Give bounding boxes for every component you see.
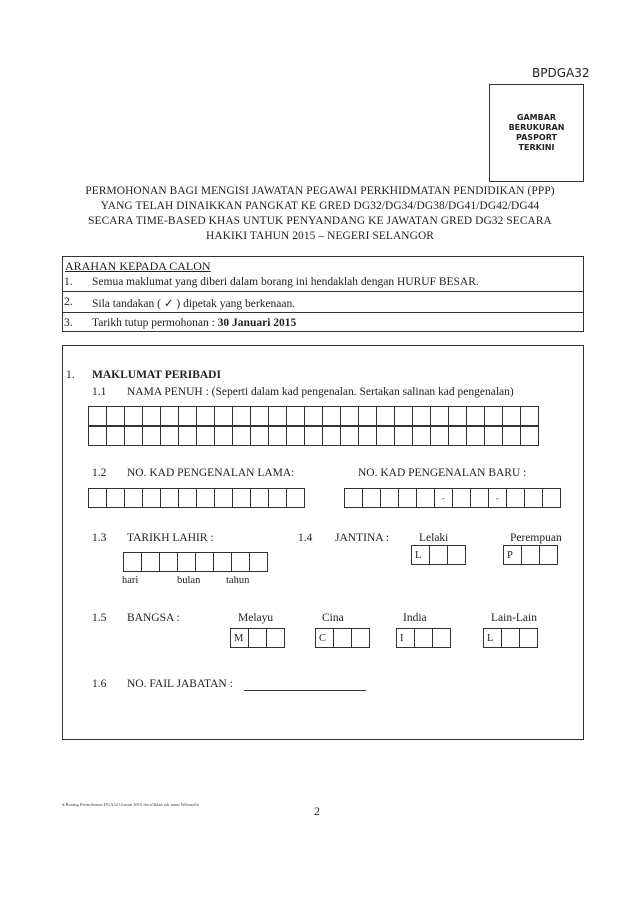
race-chinese-label: Cina	[322, 612, 344, 624]
input-cell[interactable]	[380, 488, 399, 508]
input-cell[interactable]	[394, 406, 413, 426]
checkbox-code: I	[396, 628, 415, 648]
input-cell[interactable]	[214, 488, 233, 508]
input-cell[interactable]	[232, 488, 251, 508]
input-cell[interactable]	[452, 488, 471, 508]
q-number: 1.6	[92, 678, 107, 690]
input-cell[interactable]	[358, 406, 377, 426]
title-line-1: PERMOHONAN BAGI MENGISI JAWATAN PEGAWAI PERKHIDMATAN PENDIDIKAN (PPP)	[85, 185, 555, 197]
page-number: 2	[314, 804, 320, 818]
input-cell[interactable]	[304, 426, 323, 446]
input-cell[interactable]	[124, 426, 143, 446]
closing-date-label: Tarikh tutup permohonan :	[92, 317, 218, 329]
input-cell[interactable]	[322, 406, 341, 426]
input-cell[interactable]	[286, 426, 305, 446]
input-cell[interactable]	[362, 488, 381, 508]
race-other-checkbox[interactable]	[484, 628, 538, 648]
input-cell[interactable]	[160, 406, 179, 426]
checkbox-cell[interactable]	[432, 628, 451, 648]
input-cell[interactable]	[250, 426, 269, 446]
input-cell[interactable]	[506, 488, 525, 508]
input-cell[interactable]	[322, 426, 341, 446]
input-cell[interactable]	[466, 406, 485, 426]
input-cell[interactable]	[160, 488, 179, 508]
input-cell[interactable]	[448, 406, 467, 426]
new-ic-input[interactable]	[345, 488, 561, 508]
input-cell[interactable]	[159, 552, 178, 572]
input-cell[interactable]	[430, 406, 449, 426]
race-malay-checkbox[interactable]	[231, 628, 285, 648]
input-cell[interactable]	[106, 426, 125, 446]
closing-date: 30 Januari 2015	[217, 317, 297, 329]
divider	[62, 291, 584, 292]
input-cell[interactable]	[214, 406, 233, 426]
checkbox-cell[interactable]	[248, 628, 267, 648]
divider	[62, 312, 584, 313]
checkbox-cell[interactable]	[521, 545, 540, 565]
checkbox-cell[interactable]	[333, 628, 352, 648]
dept-file-label: NO. FAIL JABATAN :	[127, 678, 233, 690]
checkbox-cell[interactable]	[351, 628, 370, 648]
input-cell[interactable]	[213, 552, 232, 572]
input-cell[interactable]	[502, 426, 521, 446]
input-cell[interactable]	[214, 426, 233, 446]
checkbox-cell[interactable]	[539, 545, 558, 565]
dob-label: TARIKH LAHIR :	[127, 532, 214, 544]
input-cell[interactable]	[88, 426, 107, 446]
input-cell[interactable]	[232, 406, 251, 426]
form-code: BPDGA32	[532, 66, 590, 80]
input-cell[interactable]	[394, 426, 413, 446]
input-cell[interactable]	[466, 426, 485, 446]
input-cell[interactable]	[231, 552, 250, 572]
checkbox-cell[interactable]	[447, 545, 466, 565]
title-line-4: HAKIKI TAHUN 2015 – NEGERI SELANGOR	[206, 230, 434, 242]
input-cell[interactable]	[430, 426, 449, 446]
input-cell[interactable]	[376, 406, 395, 426]
q-number: 1.3	[92, 532, 107, 544]
input-cell[interactable]	[358, 426, 377, 446]
input-cell[interactable]	[524, 488, 543, 508]
ic-separator: -	[488, 488, 507, 508]
input-cell[interactable]	[268, 426, 287, 446]
input-cell[interactable]	[124, 488, 143, 508]
dob-input[interactable]	[124, 552, 268, 572]
full-name-row-1[interactable]	[89, 406, 539, 426]
photo-line-2: BERUKURAN	[508, 123, 565, 132]
input-cell[interactable]	[124, 406, 143, 426]
gender-female-label: Perempuan	[510, 532, 562, 544]
instructions-heading: ARAHAN KEPADA CALON	[65, 259, 211, 273]
checkbox-cell[interactable]	[429, 545, 448, 565]
old-ic-label: NO. KAD PENGENALAN LAMA:	[127, 467, 295, 479]
input-cell[interactable]	[376, 426, 395, 446]
input-cell[interactable]	[142, 426, 161, 446]
input-cell[interactable]	[286, 406, 305, 426]
input-cell[interactable]	[484, 426, 503, 446]
old-ic-input[interactable]	[89, 488, 305, 508]
input-cell[interactable]	[178, 488, 197, 508]
input-cell[interactable]	[250, 406, 269, 426]
input-cell[interactable]	[412, 406, 431, 426]
passport-photo-box	[489, 84, 584, 182]
checkbox-cell[interactable]	[519, 628, 538, 648]
input-cell[interactable]	[196, 488, 215, 508]
input-cell[interactable]	[177, 552, 196, 572]
footer-file-path: d:Borang Permohonan DGA32 Urusan 2015.docx\Iklan ssk tamn Webradi/a	[62, 802, 200, 807]
checkbox-cell[interactable]	[414, 628, 433, 648]
input-cell[interactable]	[344, 488, 363, 508]
dept-file-input[interactable]	[244, 690, 366, 691]
checkbox-code: L	[483, 628, 502, 648]
input-cell[interactable]	[412, 426, 431, 446]
q-number: 1.2	[92, 467, 107, 479]
gender-male-label: Lelaki	[419, 532, 449, 544]
dob-day-label: hari	[122, 575, 139, 586]
input-cell[interactable]	[416, 488, 435, 508]
input-cell[interactable]	[196, 406, 215, 426]
instruction-text	[92, 317, 296, 329]
section-heading: MAKLUMAT PERIBADI	[92, 369, 221, 381]
gender-female-checkbox[interactable]	[504, 545, 558, 565]
checkbox-code: M	[230, 628, 249, 648]
title-line-2: YANG TELAH DINAIKKAN PANGKAT KE GRED DG32/DG34/DG38/DG41/DG42/DG44	[100, 200, 540, 212]
race-indian-label: India	[403, 612, 427, 624]
input-cell[interactable]	[196, 426, 215, 446]
photo-line-3: PASPORT	[515, 133, 557, 142]
input-cell[interactable]	[142, 488, 161, 508]
dob-month-label: bulan	[177, 575, 201, 586]
input-cell[interactable]	[250, 488, 269, 508]
input-cell[interactable]	[142, 406, 161, 426]
input-cell[interactable]	[304, 406, 323, 426]
input-cell[interactable]	[249, 552, 268, 572]
input-cell[interactable]	[123, 552, 142, 572]
input-cell[interactable]	[398, 488, 417, 508]
race-other-label: Lain-Lain	[491, 612, 537, 624]
checkbox-code: P	[503, 545, 522, 565]
input-cell[interactable]	[268, 488, 287, 508]
gender-male-checkbox[interactable]	[412, 545, 466, 565]
race-label: BANGSA :	[127, 612, 180, 624]
q-number: 1.1	[92, 386, 107, 398]
instruction-number: 3.	[64, 317, 73, 329]
input-cell[interactable]	[178, 406, 197, 426]
form-title	[40, 184, 600, 244]
race-malay-label: Melayu	[238, 612, 274, 624]
section-number: 1.	[66, 369, 75, 381]
input-cell[interactable]	[542, 488, 561, 508]
input-cell[interactable]	[448, 426, 467, 446]
checkbox-code: L	[411, 545, 430, 565]
ic-separator: -	[434, 488, 453, 508]
instruction-text: Semua maklumat yang diberi dalam borang ini hendaklah dengan HURUF BESAR.	[92, 276, 479, 288]
title-line-3: SECARA TIME-BASED KHAS UNTUK PENYANDANG KE JAWATAN GRED DG32 SECARA	[88, 215, 552, 227]
q-number: 1.5	[92, 612, 107, 624]
input-cell[interactable]	[502, 406, 521, 426]
race-indian-checkbox[interactable]	[397, 628, 451, 648]
photo-line-4: TERKINI	[518, 143, 555, 152]
q-number: 1.4	[298, 532, 313, 544]
input-cell[interactable]	[141, 552, 160, 572]
instruction-number: 1.	[64, 276, 73, 288]
input-cell[interactable]	[520, 426, 539, 446]
input-cell[interactable]	[520, 406, 539, 426]
photo-line-1: GAMBAR	[516, 113, 557, 122]
input-cell[interactable]	[88, 488, 107, 508]
input-cell[interactable]	[340, 406, 359, 426]
input-cell[interactable]	[178, 426, 197, 446]
input-cell[interactable]	[484, 406, 503, 426]
checkbox-cell[interactable]	[501, 628, 520, 648]
input-cell[interactable]	[88, 406, 107, 426]
input-cell[interactable]	[232, 426, 251, 446]
new-ic-label: NO. KAD PENGENALAN BARU :	[358, 467, 527, 479]
instruction-number: 2.	[64, 296, 73, 308]
checkbox-code: C	[315, 628, 334, 648]
input-cell[interactable]	[160, 426, 179, 446]
input-cell[interactable]	[268, 406, 287, 426]
input-cell[interactable]	[340, 426, 359, 446]
instruction-text: Sila tandakan ( ✓ ) dipetak yang berkenaan.	[92, 298, 296, 310]
dob-year-label: tahun	[226, 575, 250, 586]
input-cell[interactable]	[106, 406, 125, 426]
full-name-label: NAMA PENUH : (Seperti dalam kad pengenalan. Sertakan salinan kad pengenalan)	[127, 386, 514, 398]
checkbox-cell[interactable]	[266, 628, 285, 648]
input-cell[interactable]	[106, 488, 125, 508]
full-name-row-2[interactable]	[89, 426, 539, 446]
race-chinese-checkbox[interactable]	[316, 628, 370, 648]
input-cell[interactable]	[286, 488, 305, 508]
gender-label: JANTINA :	[335, 532, 389, 544]
input-cell[interactable]	[470, 488, 489, 508]
input-cell[interactable]	[195, 552, 214, 572]
